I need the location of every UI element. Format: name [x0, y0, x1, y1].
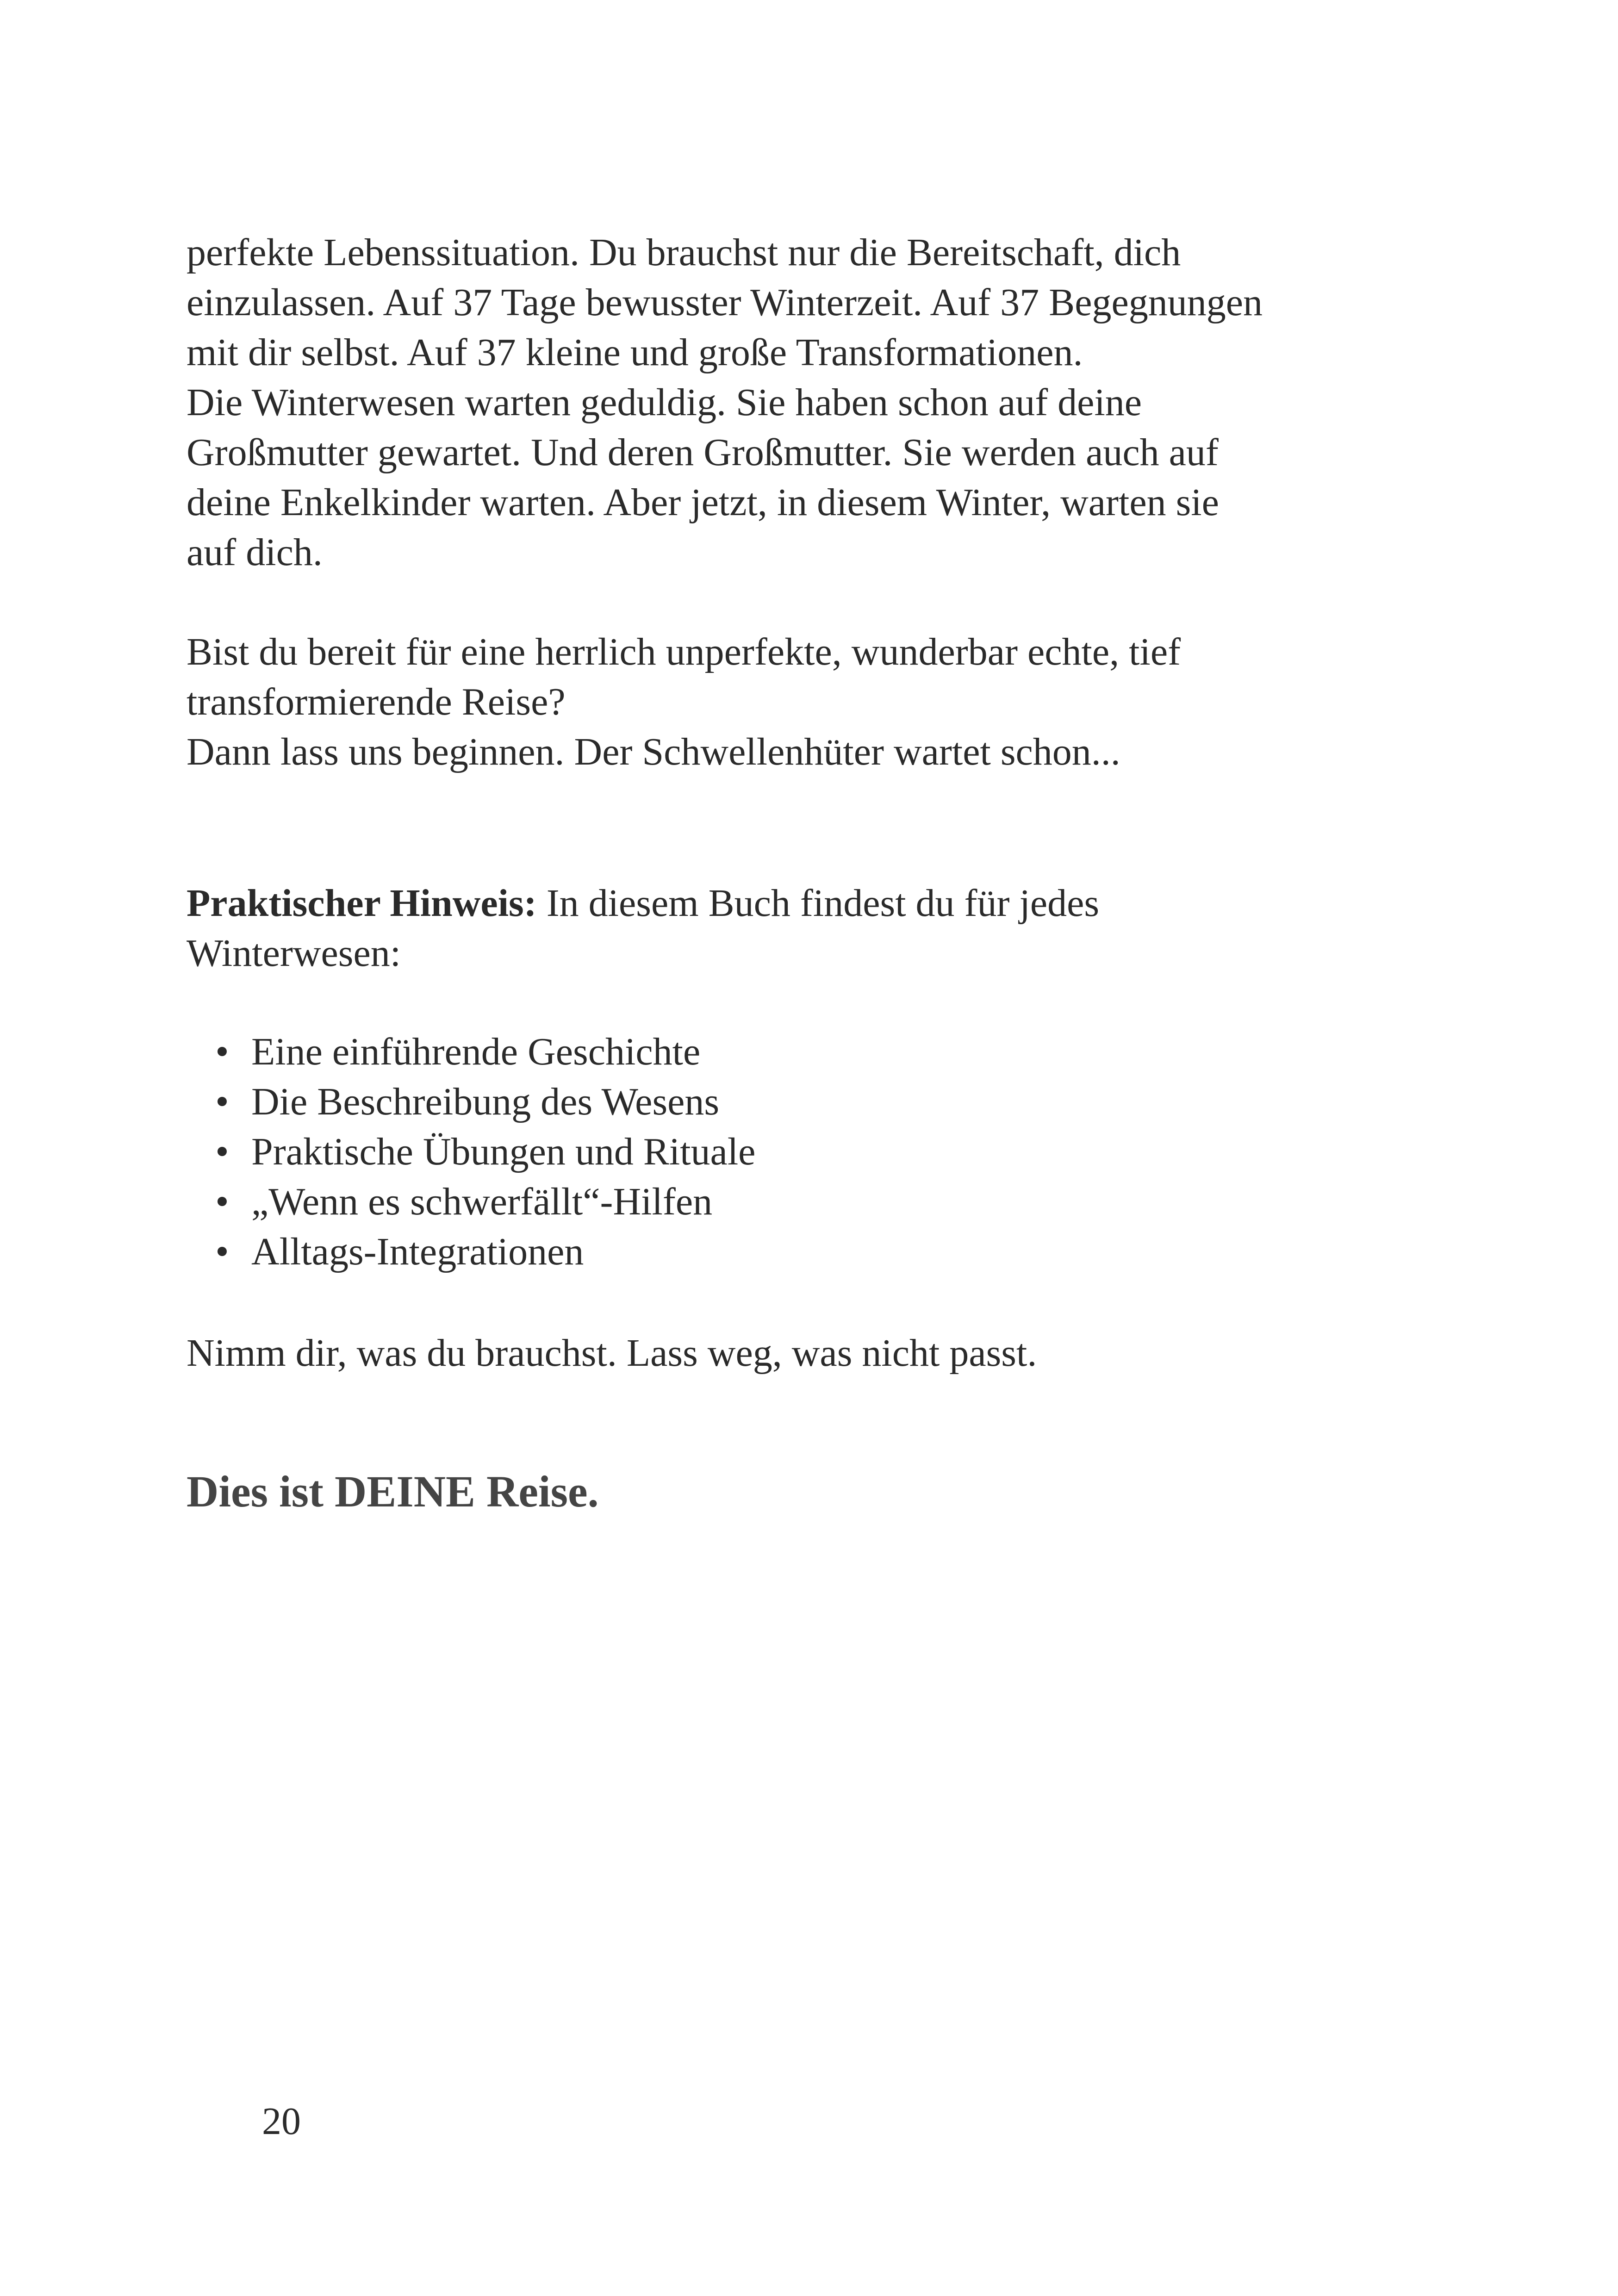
- feature-list: [213, 1027, 755, 1277]
- question-line: Bist du bereit für eine herrlich unperfekte, wunderbar echte, tief: [187, 630, 1181, 673]
- bullet: •: [215, 1030, 229, 1073]
- hint-label: Praktischer Hinweis:: [187, 882, 537, 925]
- intro-paragraph: [187, 228, 1436, 578]
- list-item-text: Praktische Übungen und Rituale: [251, 1130, 756, 1173]
- question-paragraph: [187, 627, 1436, 777]
- list-item-text: „Wenn es schwerfällt“-Hilfen: [251, 1180, 713, 1223]
- question-line: Dann lass uns beginnen. Der Schwellenhüter wartet schon...: [187, 730, 1120, 773]
- list-item: [213, 1027, 755, 1077]
- page-number: 20: [262, 2100, 301, 2143]
- intro-line: auf dich.: [187, 531, 323, 574]
- closing-line: Nimm dir, was du brauchst. Lass weg, was nicht passt.: [187, 1332, 1037, 1375]
- intro-line: Großmutter gewartet. Und deren Großmutter. Sie werden auch auf: [187, 431, 1219, 474]
- closing-paragraph: [187, 1328, 1436, 1378]
- bullet: •: [215, 1080, 229, 1123]
- final-heading: Dies ist DEINE Reise.: [187, 1467, 599, 1516]
- intro-line: Die Winterwesen warten geduldig. Sie haben schon auf deine: [187, 381, 1142, 424]
- list-item: [213, 1127, 755, 1177]
- list-item: [213, 1077, 755, 1127]
- intro-line: mit dir selbst. Auf 37 kleine und große Transformationen.: [187, 331, 1083, 374]
- hint-second-line: Winterwesen:: [187, 932, 401, 975]
- intro-line: einzulassen. Auf 37 Tage bewusster Winterzeit. Auf 37 Begegnungen: [187, 281, 1263, 324]
- list-item-text: Eine einführende Geschichte: [251, 1030, 701, 1073]
- list-item: [213, 1227, 755, 1277]
- intro-line: deine Enkelkinder warten. Aber jetzt, in diesem Winter, warten sie: [187, 481, 1219, 524]
- bullet: •: [215, 1130, 229, 1173]
- bullet: •: [215, 1230, 229, 1273]
- practical-hint: [187, 878, 1436, 978]
- hint-first-line: [187, 878, 1436, 928]
- list-item-text: Die Beschreibung des Wesens: [251, 1080, 720, 1123]
- hint-text: In diesem Buch findest du für jedes: [536, 882, 1100, 925]
- list-item-text: Alltags-Integrationen: [251, 1230, 584, 1273]
- question-line: transformierende Reise?: [187, 680, 566, 723]
- intro-line: perfekte Lebenssituation. Du brauchst nur die Bereitschaft, dich: [187, 231, 1181, 274]
- bullet: •: [215, 1180, 229, 1223]
- list-item: [213, 1177, 755, 1227]
